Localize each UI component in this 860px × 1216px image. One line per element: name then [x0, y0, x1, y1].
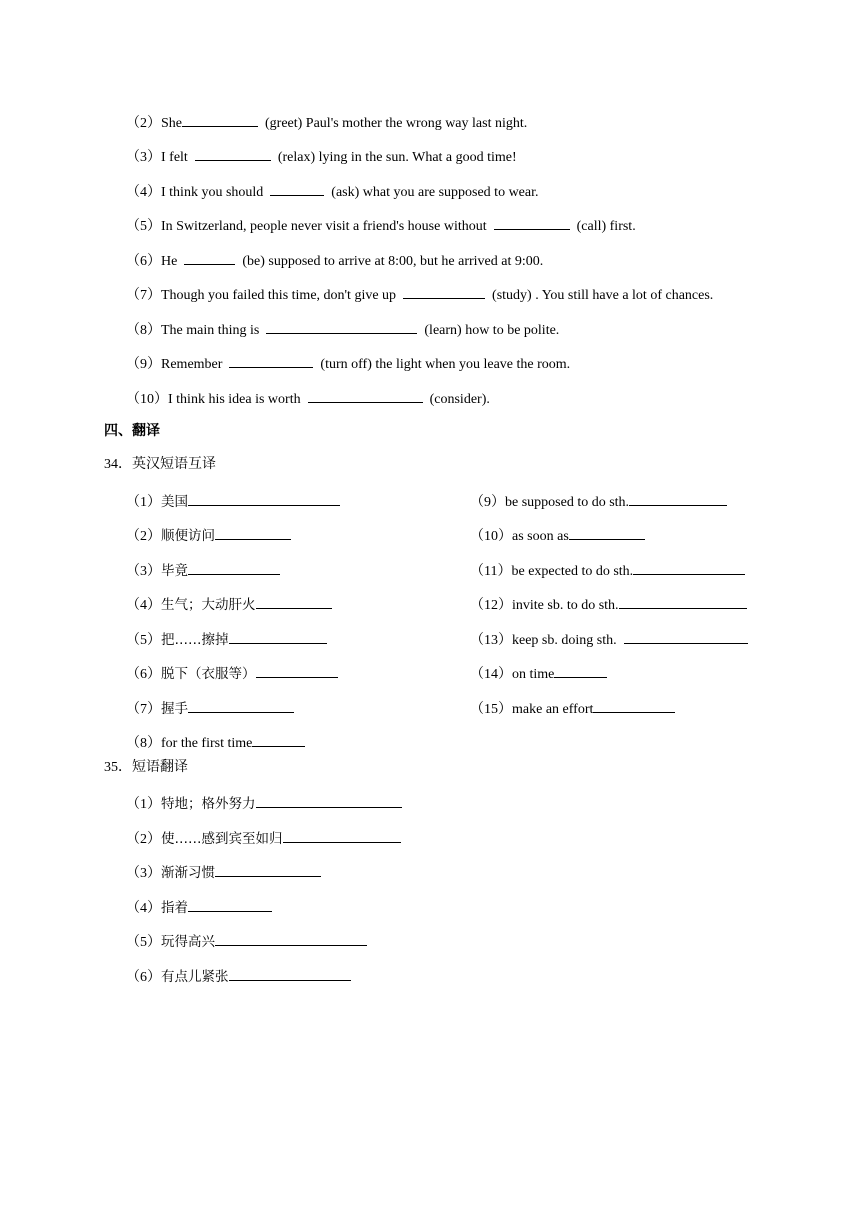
answer-blank[interactable] — [184, 250, 235, 265]
item-text-after: (study) . You still have a lot of chances. — [492, 288, 714, 303]
answer-blank[interactable] — [182, 112, 258, 127]
item-number: （7） — [126, 702, 161, 717]
item-text: 毕竟 — [161, 563, 188, 579]
fill-item-10 — [126, 388, 490, 409]
answer-blank[interactable] — [215, 931, 367, 946]
q34-item-8 — [126, 732, 305, 753]
fill-item-6 — [126, 250, 543, 271]
item-number: （6） — [126, 970, 161, 985]
item-number: （8） — [126, 736, 161, 751]
answer-blank[interactable] — [229, 966, 351, 981]
item-text-after: (learn) how to be polite. — [424, 323, 560, 338]
item-text-before: Though you failed this time, don't give up — [161, 288, 397, 303]
item-text-before: In Switzerland, people never visit a friend's house without — [161, 219, 487, 234]
item-text: as soon as — [512, 529, 569, 544]
item-number: （5） — [126, 633, 161, 648]
section-heading: 四、翻译 — [104, 423, 160, 439]
item-text: for the first time — [161, 736, 253, 751]
answer-blank[interactable] — [215, 862, 321, 877]
item-number: （4） — [126, 185, 161, 200]
item-text-after: (ask) what you are supposed to wear. — [331, 185, 539, 200]
item-number: （8） — [126, 323, 161, 338]
item-text: 渐渐习惯 — [161, 865, 215, 881]
question-34-title: 34．英汉短语互译 — [104, 457, 216, 472]
answer-blank[interactable] — [629, 491, 727, 506]
item-number: （1） — [126, 495, 161, 510]
q35-item-3 — [126, 862, 321, 883]
item-text-after: (call) first. — [576, 219, 636, 234]
answer-blank[interactable] — [283, 828, 401, 843]
item-number: （7） — [126, 288, 161, 303]
item-number: （2） — [126, 529, 161, 544]
answer-blank[interactable] — [308, 388, 423, 403]
answer-blank[interactable] — [633, 560, 745, 575]
q34-item-5 — [126, 629, 327, 650]
q35-item-5 — [126, 931, 367, 952]
item-number: （2） — [126, 832, 161, 847]
item-text: 顺便访问 — [161, 528, 215, 544]
answer-blank[interactable] — [188, 560, 280, 575]
item-text: 脱下（衣服等） — [161, 666, 256, 682]
fill-item-4 — [126, 181, 539, 202]
item-text: 有点儿紧张 — [161, 969, 229, 985]
item-text-before: I think you should — [161, 185, 264, 200]
item-text: 握手 — [161, 701, 188, 717]
answer-blank[interactable] — [252, 732, 305, 747]
item-number: （4） — [126, 901, 161, 916]
q35-item-4 — [126, 897, 272, 918]
q34-item-3 — [126, 560, 280, 581]
q34-item-2 — [126, 525, 291, 546]
item-text: be expected to do sth. — [511, 564, 634, 579]
item-text: 玩得高兴 — [161, 934, 215, 950]
item-text-after: (consider). — [429, 392, 490, 407]
item-text: make an effort — [512, 702, 594, 717]
answer-blank[interactable] — [215, 525, 291, 540]
item-text: 特地；格外努力 — [161, 796, 256, 812]
item-number: （2） — [126, 116, 161, 131]
item-text: 生气；大动肝火 — [161, 597, 256, 613]
item-text: 指着 — [161, 900, 188, 916]
item-number: （12） — [470, 598, 512, 613]
item-number: （11） — [470, 564, 512, 579]
q34-item-13 — [470, 629, 748, 650]
q35-item-1 — [126, 793, 402, 814]
item-text-before: The main thing is — [161, 323, 260, 338]
item-text-after: (be) supposed to arrive at 8:00, but he arrived at 9:00. — [242, 254, 544, 269]
answer-blank[interactable] — [270, 181, 324, 196]
item-text: invite sb. to do sth. — [512, 598, 619, 613]
item-text: keep sb. doing sth. — [512, 633, 617, 648]
fill-item-9 — [126, 353, 570, 374]
fill-item-5 — [126, 215, 636, 236]
answer-blank[interactable] — [229, 353, 313, 368]
q34-item-14 — [470, 663, 607, 684]
answer-blank[interactable] — [195, 146, 271, 161]
item-number: （13） — [470, 633, 512, 648]
question-35-title: 35．短语翻译 — [104, 760, 188, 775]
q34-item-9 — [470, 491, 727, 512]
answer-blank[interactable] — [256, 663, 338, 678]
q34-item-4 — [126, 594, 332, 615]
q34-item-1 — [126, 491, 340, 512]
item-number: （6） — [126, 254, 161, 269]
item-number: （3） — [126, 150, 161, 165]
fill-item-8 — [126, 319, 559, 340]
fill-item-7 — [126, 284, 713, 305]
item-text-after: (turn off) the light when you leave the room. — [320, 357, 571, 372]
q34-item-6 — [126, 663, 338, 684]
item-number: （15） — [470, 702, 512, 717]
answer-blank[interactable] — [593, 698, 675, 713]
answer-blank[interactable] — [188, 897, 272, 912]
item-number: （14） — [470, 667, 512, 682]
item-number: （6） — [126, 667, 161, 682]
answer-blank[interactable] — [554, 663, 607, 678]
item-text: on time — [512, 667, 555, 682]
item-number: （10） — [470, 529, 512, 544]
item-number: （3） — [126, 866, 161, 881]
item-number: （4） — [126, 598, 161, 613]
item-number: （5） — [126, 935, 161, 950]
item-number: （9） — [126, 357, 161, 372]
fill-item-2 — [126, 112, 527, 133]
q34-item-7 — [126, 698, 294, 719]
answer-blank[interactable] — [256, 793, 402, 808]
answer-blank[interactable] — [619, 594, 747, 609]
item-text-after: (relax) lying in the sun. What a good time! — [277, 150, 517, 165]
item-text-after: (greet) Paul's mother the wrong way last night. — [265, 116, 528, 131]
item-text-before: She — [161, 116, 182, 131]
item-text: be supposed to do sth. — [505, 495, 630, 510]
q34-item-10 — [470, 525, 645, 546]
item-text-before: Remember — [161, 357, 223, 372]
answer-blank[interactable] — [569, 525, 645, 540]
q34-item-15 — [470, 698, 675, 719]
item-number: （3） — [126, 564, 161, 579]
item-number: （9） — [470, 495, 505, 510]
item-number: （10） — [126, 392, 168, 407]
answer-blank[interactable] — [188, 491, 340, 506]
answer-blank[interactable] — [256, 594, 332, 609]
answer-blank[interactable] — [188, 698, 294, 713]
item-text-before: I think his idea is worth — [168, 392, 301, 407]
answer-blank[interactable] — [229, 629, 327, 644]
answer-blank[interactable] — [494, 215, 570, 230]
answer-blank[interactable] — [266, 319, 417, 334]
answer-blank[interactable] — [624, 629, 748, 644]
item-text: 把……擦掉 — [161, 632, 229, 648]
q34-item-12 — [470, 594, 747, 615]
q35-item-6 — [126, 966, 351, 987]
item-text: 使……感到宾至如归 — [161, 831, 283, 847]
item-number: （1） — [126, 797, 161, 812]
answer-blank[interactable] — [403, 284, 485, 299]
item-text-before: He — [161, 254, 178, 269]
item-text-before: I felt — [161, 150, 188, 165]
item-number: （5） — [126, 219, 161, 234]
fill-item-3 — [126, 146, 517, 167]
q34-item-11 — [470, 560, 745, 581]
item-text: 美国 — [161, 494, 188, 510]
q35-item-2 — [126, 828, 401, 849]
